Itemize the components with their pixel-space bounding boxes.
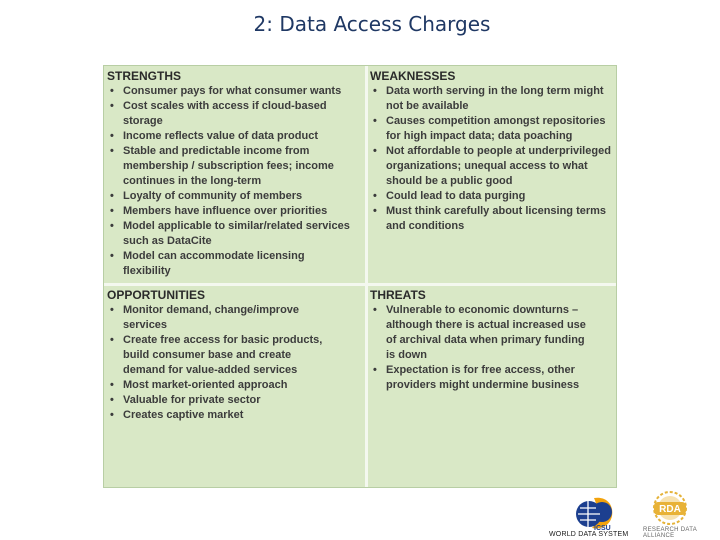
bullet-glyph: • — [110, 409, 114, 421]
list-item — [370, 84, 616, 114]
list-item — [107, 189, 363, 204]
wds-badge: ICSU — [594, 525, 611, 532]
list-item-text: Data worth serving in the long term might not be available — [386, 85, 604, 112]
bullet-glyph: • — [110, 334, 114, 346]
list-item — [107, 144, 363, 189]
bullet-glyph: • — [110, 85, 114, 97]
list-item — [107, 99, 363, 129]
list-item-text: Most market-oriented approach — [123, 379, 288, 391]
list-item — [107, 333, 363, 378]
bullet-glyph: • — [110, 304, 114, 316]
list-item — [370, 204, 616, 234]
weaknesses-quadrant — [370, 69, 616, 281]
list-item-text: Must think carefully about licensing terms and conditions — [386, 205, 607, 232]
bullet-glyph: • — [373, 205, 377, 217]
list-item-text: Vulnerable to economic downturns – although there is actual increased use of archival data when primary funding is down — [386, 304, 586, 361]
list-item-text: Not affordable to people at underprivileged organizations; unequal access to what should be a public good — [386, 145, 611, 187]
bullet-glyph: • — [373, 85, 377, 97]
list-item — [370, 363, 616, 393]
list-item-text: Could lead to data purging — [386, 190, 526, 202]
list-item — [370, 189, 616, 204]
list-item — [370, 303, 616, 363]
list-item-text: Causes competition amongst repositories for high impact data; data poaching — [386, 115, 606, 142]
rda-label: RESEARCH DATA ALLIANCE — [643, 527, 697, 539]
bullet-glyph: • — [110, 145, 114, 157]
list-item — [107, 249, 363, 279]
bullet-glyph: • — [373, 190, 377, 202]
bullet-glyph: • — [373, 115, 377, 127]
rda-badge: RDA — [659, 504, 681, 515]
bullet-glyph: • — [110, 190, 114, 202]
threats-quadrant — [370, 288, 616, 484]
swot-grid — [103, 65, 617, 488]
list-item-text: Expectation is for free access, other providers might undermine business — [386, 364, 580, 391]
list-item-text: Model can accommodate licensing flexibility — [123, 250, 305, 277]
wds-label: WORLD DATA SYSTEM — [549, 531, 629, 538]
threats-heading: THREATS — [370, 288, 426, 302]
bullet-glyph: • — [373, 304, 377, 316]
bullet-glyph: • — [110, 379, 114, 391]
bullet-glyph: • — [110, 394, 114, 406]
opportunities-list — [107, 303, 363, 423]
list-item-text: Valuable for private sector — [123, 394, 261, 406]
list-item — [107, 378, 363, 393]
bullet-glyph: • — [373, 364, 377, 376]
threats-list — [370, 303, 616, 393]
bullet-glyph: • — [110, 220, 114, 232]
slide-title: 2: Data Access Charges — [253, 12, 491, 36]
list-item-text: Income reflects value of data product — [123, 130, 318, 142]
list-item — [107, 408, 363, 423]
bullet-glyph: • — [110, 205, 114, 217]
rda-logo — [648, 490, 692, 526]
list-item — [370, 114, 616, 144]
list-item-text: Create free access for basic products, build consumer base and create demand for value-added services — [123, 334, 323, 376]
list-item — [107, 303, 363, 333]
bullet-glyph: • — [110, 130, 114, 142]
opportunities-quadrant — [107, 288, 363, 484]
list-item-text: Monitor demand, change/improve services — [123, 304, 300, 331]
list-item-text: Cost scales with access if cloud-based storage — [123, 100, 327, 127]
list-item-text: Model applicable to similar/related services such as DataCite — [123, 220, 350, 247]
strengths-quadrant — [107, 69, 363, 281]
weaknesses-heading: WEAKNESSES — [370, 69, 456, 83]
list-item — [107, 129, 363, 144]
list-item — [107, 84, 363, 99]
list-item — [107, 393, 363, 408]
list-item-text: Loyalty of community of members — [123, 190, 303, 202]
list-item — [107, 204, 363, 219]
opportunities-heading: OPPORTUNITIES — [107, 288, 206, 302]
list-item-text: Consumer pays for what consumer wants — [123, 85, 342, 97]
grid-divider-vertical — [365, 66, 368, 487]
strengths-list — [107, 84, 363, 279]
bullet-glyph: • — [110, 250, 114, 262]
list-item — [370, 144, 616, 189]
bullet-glyph: • — [373, 145, 377, 157]
strengths-heading: STRENGTHS — [107, 69, 182, 83]
weaknesses-list — [370, 84, 616, 234]
list-item-text: Members have influence over priorities — [123, 205, 328, 217]
list-item-text: Creates captive market — [123, 409, 244, 421]
list-item-text: Stable and predictable income from membership / subscription fees; income continues in the long-term — [123, 145, 334, 187]
bullet-glyph: • — [110, 100, 114, 112]
list-item — [107, 219, 363, 249]
grid-divider-horizontal — [104, 283, 616, 286]
